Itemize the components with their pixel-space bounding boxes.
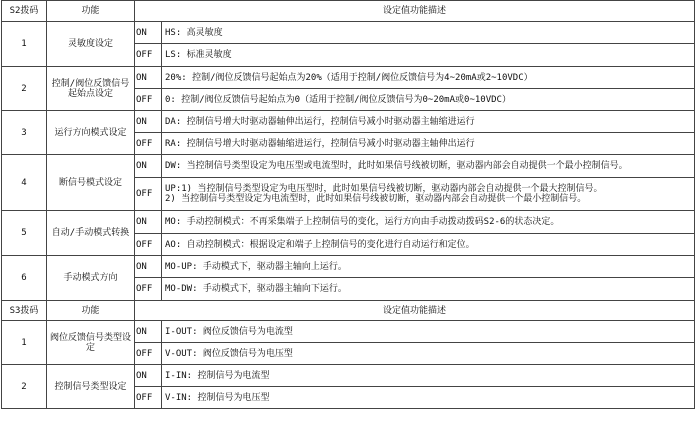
dip-switch-settings-table (1, 0, 695, 409)
off-label: OFF (135, 387, 162, 409)
off-label: OFF (135, 44, 162, 67)
s3-function-header: 功能 (47, 301, 135, 321)
off-label: OFF (135, 178, 162, 211)
table-row (2, 256, 695, 278)
table-row (2, 67, 695, 89)
function-name: 运行方向模式设定 (47, 111, 135, 155)
on-label: ON (135, 67, 162, 89)
table-row (2, 22, 695, 44)
s2-switch-header: S2拨码 (2, 1, 47, 22)
function-name: 手动模式方向 (47, 256, 135, 301)
s2-desc-header: 设定值功能描述 (135, 1, 695, 22)
s2-function-header: 功能 (47, 1, 135, 22)
off-label: OFF (135, 89, 162, 111)
table-row (2, 321, 695, 343)
off-description: RA: 控制信号增大时驱动器轴缩进运行，控制信号减小时驱动器主轴伸出运行 (162, 133, 695, 155)
on-description: I-IN: 控制信号为电流型 (162, 365, 695, 387)
off-label: OFF (135, 343, 162, 365)
off-description: LS: 标准灵敏度 (162, 44, 695, 67)
function-name: 控制/阀位反馈信号起始点设定 (47, 67, 135, 111)
off-label: OFF (135, 133, 162, 155)
function-name: 控制信号类型设定 (47, 365, 135, 409)
off-description: V-IN: 控制信号为电压型 (162, 387, 695, 409)
off-description: 0: 控制/阀位反馈信号起始点为0（适用于控制/阀位反馈信号为0~20mA或0~10VDC） (162, 89, 695, 111)
s2-header-row (2, 1, 695, 22)
table-row (2, 111, 695, 133)
switch-number: 4 (2, 155, 47, 211)
off-label: OFF (135, 234, 162, 256)
switch-number: 1 (2, 321, 47, 365)
off-description: V-OUT: 阀位反馈信号为电压型 (162, 343, 695, 365)
on-label: ON (135, 321, 162, 343)
on-description: I-OUT: 阀位反馈信号为电流型 (162, 321, 695, 343)
on-label: ON (135, 211, 162, 234)
table-row (2, 155, 695, 178)
on-label: ON (135, 256, 162, 278)
off-description: MO-DW: 手动模式下，驱动器主轴向下运行。 (162, 278, 695, 301)
on-label: ON (135, 155, 162, 178)
off-description (162, 178, 695, 211)
s3-desc-header: 设定值功能描述 (135, 301, 695, 321)
on-description: DW: 当控制信号类型设定为电压型或电流型时，此时如果信号线被切断，驱动器内部会自动提供一个最小控制信号。 (162, 155, 695, 178)
switch-number: 3 (2, 111, 47, 155)
function-name: 灵敏度设定 (47, 22, 135, 67)
switch-number: 6 (2, 256, 47, 301)
table-row (2, 211, 695, 234)
table-row (2, 365, 695, 387)
on-description: 20%: 控制/阀位反馈信号起始点为20%（适用于控制/阀位反馈信号为4~20mA或2~10VDC） (162, 67, 695, 89)
switch-number: 1 (2, 22, 47, 67)
on-description: MO-UP: 手动模式下，驱动器主轴向上运行。 (162, 256, 695, 278)
off-description-line-1: UP:1) 当控制信号类型设定为电压型时，此时如果信号线被切断，驱动器内部会自动提供一个最大控制信号。 (165, 184, 603, 194)
switch-number: 2 (2, 365, 47, 409)
switch-number: 5 (2, 211, 47, 256)
on-label: ON (135, 22, 162, 44)
on-description: HS: 高灵敏度 (162, 22, 695, 44)
off-label: OFF (135, 278, 162, 301)
off-description-line-2: 2) 当控制信号类型设定为电流型时，此时如果信号线被切断，驱动器内部会自动提供一个最小控制信号。 (165, 194, 587, 204)
on-label: ON (135, 111, 162, 133)
function-name: 阀位反馈信号类型设定 (47, 321, 135, 365)
function-name: 断信号模式设定 (47, 155, 135, 211)
off-description: AO: 自动控制模式：根据设定和端子上控制信号的变化进行自动运行和定位。 (162, 234, 695, 256)
on-label: ON (135, 365, 162, 387)
function-name: 自动/手动模式转换 (47, 211, 135, 256)
s3-header-row (2, 301, 695, 321)
s3-switch-header: S3拨码 (2, 301, 47, 321)
on-description: DA: 控制信号增大时驱动器轴伸出运行，控制信号减小时驱动器主轴缩进运行 (162, 111, 695, 133)
on-description: MO: 手动控制模式：不再采集端子上控制信号的变化，运行方向由手动拨动拨码S2-6的状态决定。 (162, 211, 695, 234)
switch-number: 2 (2, 67, 47, 111)
